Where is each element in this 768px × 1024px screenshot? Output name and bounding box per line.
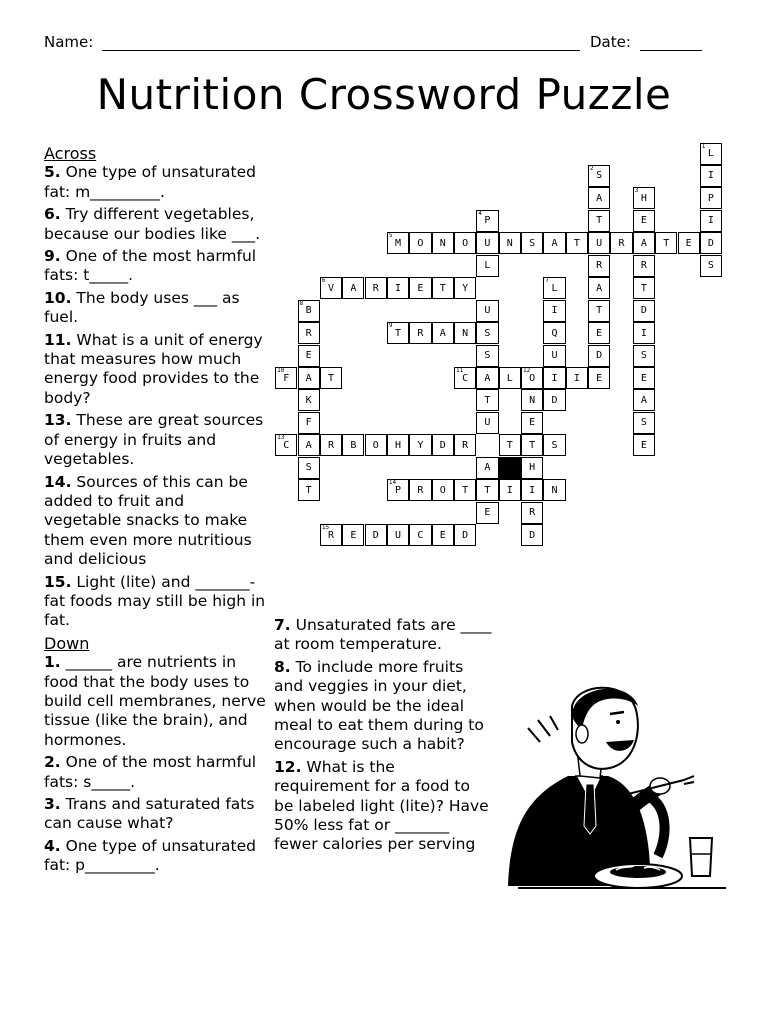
- crossword-cell[interactable]: [633, 255, 655, 277]
- clue-text: To include more fruits and veggies in your diet, when would be the ideal meal to eat them during to encourage such a habit?: [274, 657, 484, 754]
- crossword-cell[interactable]: [476, 345, 498, 367]
- crossword-cell[interactable]: [588, 277, 610, 299]
- cell-letter: S: [640, 350, 647, 362]
- crossword-cell[interactable]: [588, 255, 610, 277]
- crossword-cell[interactable]: [432, 322, 454, 344]
- cell-letter: D: [529, 529, 536, 541]
- clue-text: What is the requirement for a food to be labeled light (lite)? Have 50% less fat or _______ fewer calories per serving: [274, 757, 489, 854]
- cell-letter: R: [328, 529, 335, 541]
- cell-letter: F: [305, 417, 312, 429]
- clue-number: 10.: [44, 288, 72, 307]
- cell-letter: A: [484, 372, 491, 384]
- cell-letter: E: [439, 529, 446, 541]
- crossword-cell[interactable]: [387, 322, 409, 344]
- crossword-cell[interactable]: [298, 389, 320, 411]
- cell-letter: C: [462, 372, 469, 384]
- cell-letter: I: [573, 372, 580, 384]
- cell-number: 14: [388, 479, 397, 487]
- crossword-cell[interactable]: [365, 524, 387, 546]
- clue-number: 4.: [44, 836, 61, 855]
- crossword-cell[interactable]: [365, 277, 387, 299]
- crossword-cell[interactable]: [387, 479, 409, 501]
- crossword-cell[interactable]: [409, 232, 431, 254]
- crossword-cell[interactable]: [521, 502, 543, 524]
- crossword-cell[interactable]: [543, 300, 565, 322]
- crossword-cell[interactable]: [521, 479, 543, 501]
- cell-letter: O: [372, 439, 379, 451]
- crossword-cell[interactable]: [633, 277, 655, 299]
- cell-number: 7: [545, 277, 550, 285]
- cell-letter: E: [529, 417, 536, 429]
- crossword-cell[interactable]: [633, 187, 655, 209]
- cell-letter: T: [573, 237, 580, 249]
- cell-number: 9: [388, 322, 393, 330]
- crossword-cell[interactable]: [633, 210, 655, 232]
- crossword-cell[interactable]: [476, 412, 498, 434]
- crossword-cell[interactable]: [298, 322, 320, 344]
- cell-letter: P: [395, 484, 402, 496]
- crossword-cell[interactable]: [566, 232, 588, 254]
- cell-number: 11: [456, 367, 464, 374]
- crossword-cell[interactable]: [588, 232, 610, 254]
- crossword-cell[interactable]: [521, 367, 543, 389]
- cell-letter: A: [305, 372, 312, 384]
- crossword-cell[interactable]: [521, 232, 543, 254]
- cell-letter: R: [372, 282, 379, 294]
- clue-text: One of the most harmful fats: s_____.: [44, 753, 257, 791]
- cell-letter: S: [640, 417, 647, 429]
- cell-letter: Y: [417, 439, 424, 451]
- clue-number: 13.: [44, 411, 72, 430]
- crossword-cell[interactable]: [342, 524, 364, 546]
- cell-letter: E: [305, 350, 312, 362]
- crossword-cell[interactable]: [454, 232, 476, 254]
- cell-letter: R: [328, 439, 335, 451]
- crossword-cell[interactable]: [700, 232, 722, 254]
- crossword-cell[interactable]: [409, 524, 431, 546]
- cell-number: 3: [634, 187, 639, 195]
- crossword-cell[interactable]: [521, 412, 543, 434]
- cell-number: 2: [590, 164, 594, 172]
- crossword-cell[interactable]: [342, 434, 364, 456]
- crossword-cell[interactable]: [543, 479, 565, 501]
- cell-letter: P: [484, 215, 491, 227]
- crossword-cell[interactable]: [633, 434, 655, 456]
- crossword-cell[interactable]: [409, 277, 431, 299]
- cell-number: 4: [478, 209, 482, 217]
- crossword-cell[interactable]: [454, 367, 476, 389]
- crossword-cell[interactable]: [543, 367, 565, 389]
- clue-number: 9.: [44, 247, 61, 266]
- crossword-cell[interactable]: [588, 367, 610, 389]
- crossword-cell[interactable]: [320, 277, 342, 299]
- crossword-cell[interactable]: [700, 165, 722, 187]
- crossword-cell[interactable]: [409, 479, 431, 501]
- crossword-cell[interactable]: [543, 322, 565, 344]
- crossword-cell[interactable]: [476, 479, 498, 501]
- cell-number: 1: [701, 142, 706, 150]
- cell-letter: T: [328, 372, 335, 384]
- cell-letter: U: [484, 305, 491, 317]
- cell-letter: R: [417, 327, 424, 339]
- cell-letter: S: [551, 439, 558, 451]
- crossword-cell[interactable]: [588, 165, 610, 187]
- crossword-cell[interactable]: [432, 479, 454, 501]
- crossword-cell[interactable]: [476, 255, 498, 277]
- cell-letter: I: [551, 372, 558, 384]
- cell-letter: V: [328, 282, 335, 294]
- crossword-black-cell: [499, 457, 521, 479]
- cell-letter: T: [596, 305, 603, 317]
- clue-text: Light (lite) and _______-fat foods may still be high in fat.: [44, 572, 266, 630]
- crossword-cell[interactable]: [633, 412, 655, 434]
- crossword-cell[interactable]: [543, 277, 565, 299]
- crossword-cell[interactable]: [633, 389, 655, 411]
- cell-letter: T: [305, 484, 312, 496]
- crossword-cell[interactable]: [521, 524, 543, 546]
- crossword-cell[interactable]: [454, 524, 476, 546]
- cell-letter: N: [439, 237, 446, 249]
- crossword-cell[interactable]: [387, 277, 409, 299]
- cell-letter: H: [640, 192, 647, 204]
- clue-number: 15.: [44, 572, 72, 591]
- cell-letter: E: [484, 507, 491, 519]
- cell-letter: A: [640, 394, 647, 406]
- cell-letter: U: [596, 237, 603, 249]
- crossword-cell[interactable]: [700, 255, 722, 277]
- crossword-cell[interactable]: [454, 322, 476, 344]
- name-label: Name:: [44, 33, 94, 51]
- cell-letter: C: [417, 529, 424, 541]
- cell-number: 8: [299, 299, 304, 307]
- cell-letter: L: [484, 260, 491, 272]
- clue-number: 3.: [44, 795, 61, 813]
- clue-text: ______ are nutrients in food that the body uses to build cell membranes, nerve tissue (like the brain), and hormones.: [44, 653, 266, 749]
- crossword-cell[interactable]: [432, 277, 454, 299]
- cell-letter: A: [305, 439, 312, 451]
- clue-number: 6.: [44, 205, 61, 224]
- cell-letter: P: [707, 192, 714, 204]
- crossword-cell[interactable]: [298, 345, 320, 367]
- man-eating-meal-icon: [498, 676, 730, 906]
- cell-letter: Q: [551, 327, 558, 339]
- cell-letter: O: [462, 237, 469, 249]
- crossword-cell[interactable]: [521, 457, 543, 479]
- cell-letter: T: [484, 394, 491, 406]
- cell-letter: N: [462, 327, 469, 339]
- clue-number: 12.: [274, 757, 302, 776]
- cell-letter: T: [395, 327, 402, 339]
- cell-number: 12: [523, 367, 531, 374]
- crossword-cell[interactable]: [476, 322, 498, 344]
- crossword-cell[interactable]: [298, 434, 320, 456]
- crossword-cell[interactable]: [678, 232, 700, 254]
- cell-letter: D: [439, 439, 446, 451]
- clue-text: What is a unit of energy that measures how much energy food provides to the body?: [44, 330, 263, 407]
- crossword-cell[interactable]: [298, 412, 320, 434]
- cell-letter: R: [417, 484, 424, 496]
- crossword-cell[interactable]: [476, 457, 498, 479]
- clue-text: Trans and saturated fats can cause what?: [44, 795, 255, 833]
- crossword-cell[interactable]: [543, 389, 565, 411]
- clue-number: 11.: [44, 330, 72, 349]
- cell-letter: D: [707, 237, 714, 249]
- cell-letter: Y: [462, 282, 469, 294]
- cell-letter: M: [395, 237, 402, 249]
- crossword-cell[interactable]: [700, 143, 722, 165]
- crossword-cell[interactable]: [543, 434, 565, 456]
- cell-letter: D: [462, 529, 469, 541]
- cell-letter: U: [484, 417, 491, 429]
- cell-letter: T: [506, 439, 513, 451]
- crossword-cell[interactable]: [499, 434, 521, 456]
- crossword-cell[interactable]: [588, 210, 610, 232]
- clue-text: The body uses ___ as fuel.: [44, 288, 240, 327]
- crossword-cell[interactable]: [588, 187, 610, 209]
- cell-letter: E: [640, 439, 647, 451]
- crossword-cell[interactable]: [521, 389, 543, 411]
- cell-letter: S: [707, 260, 714, 272]
- crossword-cell[interactable]: [588, 345, 610, 367]
- cell-letter: S: [305, 462, 312, 474]
- cell-letter: S: [596, 170, 603, 182]
- crossword-cell[interactable]: [432, 232, 454, 254]
- across-heading: Across: [44, 144, 97, 163]
- crossword-cell[interactable]: [476, 300, 498, 322]
- cell-letter: E: [417, 282, 424, 294]
- crossword-cell[interactable]: [499, 479, 521, 501]
- clue-number: 5.: [44, 163, 61, 182]
- cell-letter: R: [596, 260, 603, 272]
- date-label: Date:: [590, 33, 631, 51]
- crossword-cell[interactable]: [566, 367, 588, 389]
- crossword-cell[interactable]: [432, 524, 454, 546]
- cell-letter: E: [640, 215, 647, 227]
- crossword-cell[interactable]: [588, 300, 610, 322]
- crossword-cell[interactable]: [476, 389, 498, 411]
- crossword-cell[interactable]: [275, 434, 297, 456]
- crossword-cell[interactable]: [633, 345, 655, 367]
- crossword-cell[interactable]: [432, 434, 454, 456]
- crossword-cell[interactable]: [655, 232, 677, 254]
- crossword-cell[interactable]: [298, 457, 320, 479]
- crossword-cell[interactable]: [454, 434, 476, 456]
- crossword-cell[interactable]: [298, 479, 320, 501]
- crossword-cell[interactable]: [387, 232, 409, 254]
- cell-letter: A: [484, 462, 491, 474]
- cell-letter: F: [283, 372, 290, 384]
- clue-text: One of the most harmful fats: t_____.: [44, 247, 257, 285]
- cell-number: 13: [277, 434, 285, 442]
- cell-letter: U: [395, 529, 402, 541]
- cell-letter: U: [551, 350, 558, 362]
- cell-letter: E: [596, 327, 603, 339]
- cell-letter: I: [640, 327, 647, 339]
- cell-letter: L: [506, 372, 513, 384]
- cell-letter: H: [529, 462, 536, 474]
- cell-letter: B: [350, 439, 357, 451]
- clue-text: Sources of this can be added to fruit and vegetable snacks to make them even more nutritious and delicious: [44, 472, 252, 569]
- crossword-cell[interactable]: [342, 277, 364, 299]
- crossword-cell[interactable]: [320, 367, 342, 389]
- cell-letter: E: [640, 372, 647, 384]
- cell-number: 10: [277, 367, 285, 374]
- cell-letter: T: [663, 237, 670, 249]
- cell-letter: A: [439, 327, 446, 339]
- crossword-cell[interactable]: [320, 434, 342, 456]
- crossword-cell[interactable]: [387, 434, 409, 456]
- clue-text: Try different vegetables, because our bodies like ___.: [44, 205, 261, 243]
- cell-letter: R: [529, 507, 536, 519]
- clue-number: 14.: [44, 472, 72, 491]
- cell-letter: D: [596, 350, 603, 362]
- clue-text: These are great sources of energy in fruits and vegetables.: [44, 411, 264, 469]
- cell-letter: S: [484, 350, 491, 362]
- crossword-cell[interactable]: [633, 300, 655, 322]
- cell-letter: I: [506, 484, 513, 496]
- cell-letter: I: [529, 484, 536, 496]
- crossword-cell[interactable]: [476, 210, 498, 232]
- cell-letter: O: [417, 237, 424, 249]
- cell-letter: N: [529, 394, 536, 406]
- crossword-cell[interactable]: [476, 502, 498, 524]
- cell-letter: S: [529, 237, 536, 249]
- cell-letter: H: [395, 439, 402, 451]
- cell-letter: S: [484, 327, 491, 339]
- clue-number: 7.: [274, 616, 291, 634]
- cell-letter: T: [484, 484, 491, 496]
- cell-letter: A: [350, 282, 357, 294]
- cell-letter: R: [305, 327, 312, 339]
- crossword-cell[interactable]: [454, 479, 476, 501]
- cell-letter: I: [395, 282, 402, 294]
- crossword-cell[interactable]: [476, 367, 498, 389]
- clue-text: Unsaturated fats are ____ at room temperature.: [274, 616, 492, 654]
- down-heading: Down: [44, 633, 90, 653]
- cell-letter: E: [596, 372, 603, 384]
- clue-number: 2.: [44, 753, 61, 772]
- cell-letter: L: [551, 282, 558, 294]
- cell-letter: O: [439, 484, 446, 496]
- crossword-cell[interactable]: [633, 367, 655, 389]
- page-title: Nutrition Crossword Puzzle: [96, 70, 672, 119]
- crossword-cell[interactable]: [275, 367, 297, 389]
- cell-letter: T: [596, 215, 603, 227]
- clue-number: 8.: [274, 657, 291, 676]
- crossword-cell[interactable]: [365, 434, 387, 456]
- cell-letter: E: [685, 237, 692, 249]
- cell-letter: I: [707, 170, 714, 182]
- cell-number: 15: [321, 524, 330, 532]
- cell-number: 5: [388, 232, 393, 240]
- cell-letter: K: [305, 394, 312, 406]
- crossword-cell[interactable]: [543, 345, 565, 367]
- cell-letter: N: [506, 237, 513, 249]
- crossword-cell[interactable]: [409, 322, 431, 344]
- cell-letter: I: [551, 305, 558, 317]
- cell-letter: N: [551, 484, 558, 496]
- clue-text: One type of unsaturated fat: m_________.: [44, 163, 256, 201]
- cell-letter: B: [305, 305, 312, 317]
- crossword-cell[interactable]: [387, 524, 409, 546]
- cell-letter: D: [551, 394, 558, 406]
- clue-text: One type of unsaturated fat: p_________.: [44, 836, 256, 875]
- cell-letter: U: [484, 237, 491, 249]
- crossword-cell[interactable]: [320, 524, 342, 546]
- crossword-cell[interactable]: [521, 434, 543, 456]
- cell-letter: D: [372, 529, 379, 541]
- crossword-cell[interactable]: [499, 232, 521, 254]
- crossword-cell[interactable]: [610, 232, 632, 254]
- crossword-cell[interactable]: [409, 434, 431, 456]
- cell-letter: O: [529, 372, 536, 384]
- cell-letter: A: [596, 282, 603, 294]
- crossword-cell[interactable]: [633, 232, 655, 254]
- crossword-cell[interactable]: [298, 300, 320, 322]
- cell-letter: A: [640, 237, 647, 249]
- cell-letter: R: [640, 260, 647, 272]
- crossword-cell[interactable]: [700, 187, 722, 209]
- crossword-cell[interactable]: [588, 322, 610, 344]
- cell-letter: A: [551, 237, 558, 249]
- cell-letter: T: [529, 439, 536, 451]
- crossword-cell[interactable]: [700, 210, 722, 232]
- cell-letter: T: [462, 484, 469, 496]
- crossword-cell[interactable]: [543, 232, 565, 254]
- cell-letter: D: [640, 305, 647, 317]
- cell-letter: E: [350, 529, 357, 541]
- cell-letter: R: [462, 439, 469, 451]
- cell-letter: R: [618, 237, 625, 249]
- cell-number: 6: [321, 277, 326, 285]
- cell-letter: L: [707, 148, 714, 160]
- cell-letter: T: [640, 282, 647, 294]
- clue-number: 1.: [44, 653, 61, 672]
- crossword-cell[interactable]: [454, 277, 476, 299]
- crossword-cell[interactable]: [476, 232, 498, 254]
- cell-letter: I: [707, 215, 714, 227]
- cell-letter: A: [596, 192, 603, 204]
- crossword-cell[interactable]: [633, 322, 655, 344]
- crossword-cell[interactable]: [298, 367, 320, 389]
- cell-letter: C: [283, 439, 290, 451]
- cell-letter: T: [439, 282, 446, 294]
- crossword-cell[interactable]: [499, 367, 521, 389]
